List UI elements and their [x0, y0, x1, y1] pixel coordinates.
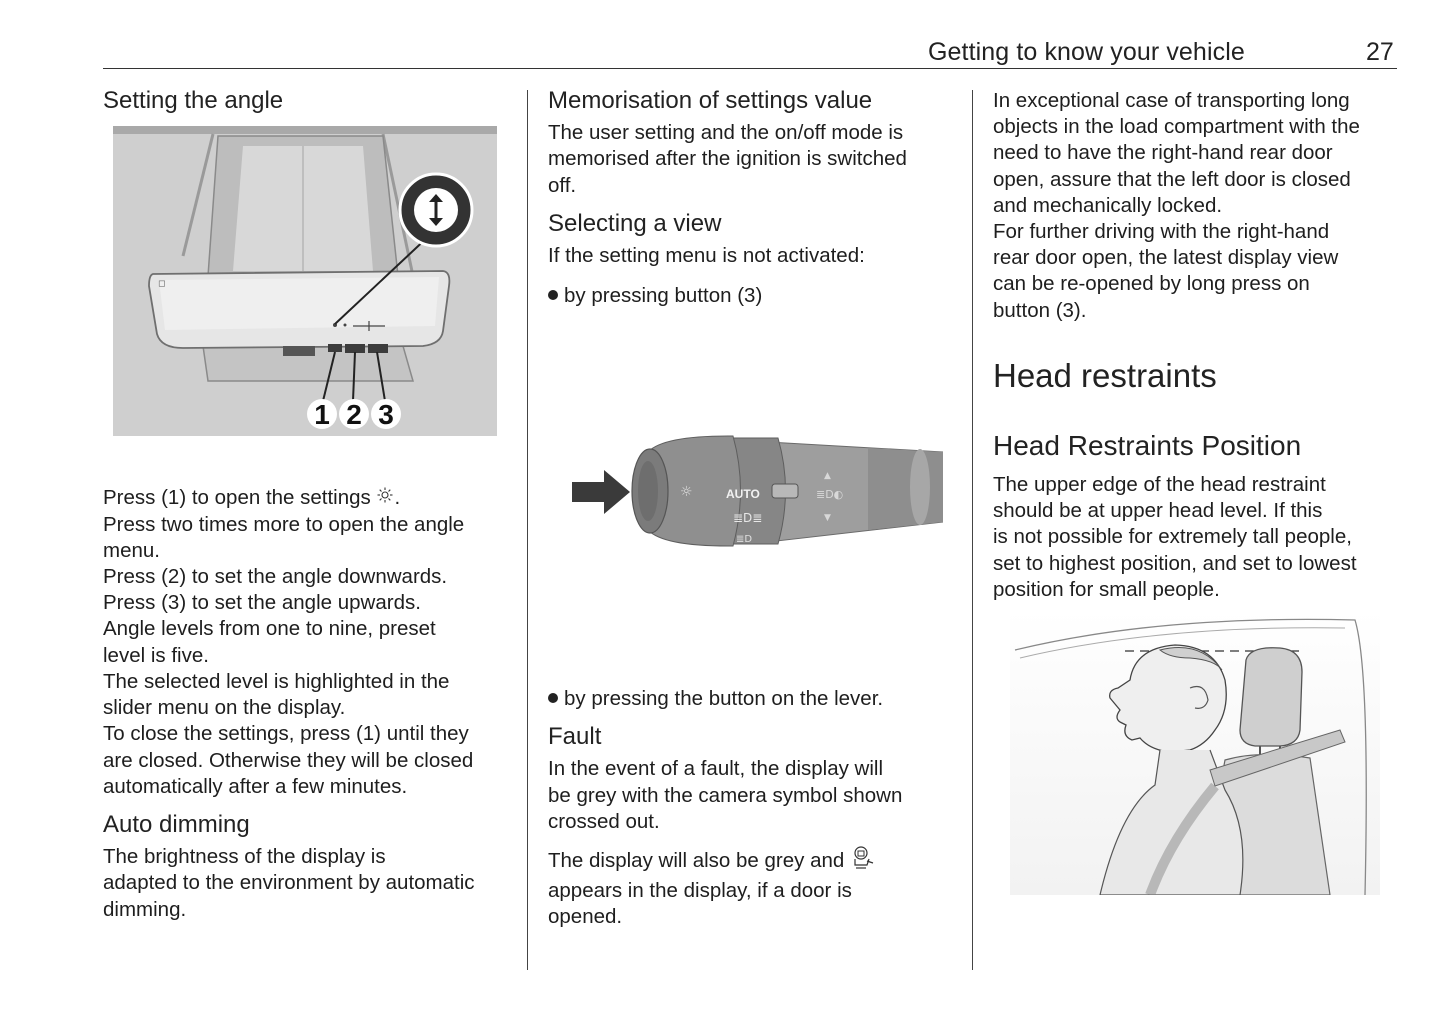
bullet-dot — [548, 693, 558, 703]
body-line: can be re-opened by long press on — [993, 272, 1310, 296]
body-line: crossed out. — [548, 809, 660, 833]
heading-memorisation: Memorisation of settings value — [548, 87, 873, 114]
lever-figure — [568, 430, 943, 555]
svg-text:2: 2 — [346, 399, 362, 430]
mirror-figure — [113, 126, 497, 436]
svg-text:1: 1 — [314, 399, 330, 430]
gear-icon — [376, 485, 394, 511]
heading-auto-dimming: Auto dimming — [103, 811, 250, 838]
door-open-icon — [850, 845, 874, 878]
body-line: is not possible for extremely tall people, — [993, 525, 1352, 549]
body-line: The brightness of the display is — [103, 845, 386, 869]
body-line: automatically after a few minutes. — [103, 774, 408, 798]
body-line: dimming. — [103, 897, 187, 921]
body-line: memorised after the ignition is switched — [548, 147, 907, 171]
header-rule — [103, 68, 1397, 69]
bullet-item — [548, 283, 948, 309]
mirror-illustration — [113, 126, 497, 436]
heading-selecting-view: Selecting a view — [548, 209, 722, 237]
column-1-body — [103, 485, 513, 800]
svg-text:≣D◐: ≣D◐ — [816, 488, 844, 501]
svg-text:▲: ▲ — [824, 471, 831, 481]
body-line: adapted to the environment by automatic — [103, 871, 475, 895]
lever-auto-label: AUTO — [726, 487, 760, 501]
running-header: Getting to know your vehicle — [928, 38, 1245, 66]
svg-text:◻: ◻ — [158, 279, 166, 289]
body-line: Angle levels from one to nine, preset — [103, 617, 436, 641]
bullet-text: by pressing the button on the lever. — [564, 687, 884, 710]
svg-text:3: 3 — [378, 399, 394, 430]
body-line: opened. — [548, 905, 623, 929]
right-arrow-icon — [572, 470, 630, 514]
lever-illustration — [568, 430, 943, 555]
body-line: The display will also be grey and — [548, 845, 948, 878]
body-line: To close the settings, press (1) until they — [103, 722, 469, 746]
body-line: set to highest position, and set to lowest — [993, 551, 1357, 575]
body-line: In the event of a fault, the display will — [548, 757, 884, 781]
body-line: and mechanically locked. — [993, 193, 1223, 217]
subsection-title-position: Head Restraints Position — [993, 430, 1302, 461]
body-line: position for small people. — [993, 577, 1220, 601]
column-divider-2 — [972, 90, 973, 970]
body-line: In exceptional case of transporting long — [993, 89, 1350, 112]
bullet-dot — [548, 290, 558, 300]
body-line: objects in the load compartment with the — [993, 115, 1360, 139]
body-line: level is five. — [103, 643, 209, 667]
body-line: button (3). — [993, 298, 1087, 322]
body-line: should be at upper head level. If this — [993, 499, 1323, 523]
section-title-head-restraints: Head restraints — [993, 357, 1217, 394]
body-line: rear door open, the latest display view — [993, 246, 1339, 270]
body-line: For further driving with the right-hand — [993, 220, 1330, 244]
page-number: 27 — [1366, 38, 1394, 66]
body-line: are closed. Otherwise they will be closed — [103, 748, 474, 772]
svg-text:≣D≣: ≣D≣ — [733, 511, 763, 525]
column-1 — [103, 88, 508, 114]
body-line: be grey with the camera symbol shown — [548, 783, 903, 807]
body-line: slider menu on the display. — [103, 696, 346, 720]
column-3-top — [993, 88, 1413, 324]
body-line: Press (3) to set the angle upwards. — [103, 591, 421, 615]
head-restraint-illustration — [1010, 610, 1380, 895]
body-line: Press two times more to open the angle — [103, 512, 465, 536]
svg-text:≣D: ≣D — [736, 534, 753, 545]
body-line: off. — [548, 173, 577, 197]
heading-setting-angle: Setting the angle — [103, 87, 284, 114]
auto-dimming-section — [103, 812, 513, 923]
column-2-bottom — [548, 686, 948, 931]
bullet-text: by pressing button (3) — [564, 284, 763, 308]
body-line: need to have the right-hand rear door — [993, 141, 1333, 165]
body-line: Press (1) to open the settings . — [103, 485, 513, 512]
bullet-item — [548, 686, 948, 712]
body-line: appears in the display, if a door is — [548, 879, 852, 903]
body-line: If the setting menu is not activated: — [548, 244, 865, 268]
body-line: The user setting and the on/off mode is — [548, 121, 904, 145]
heading-fault: Fault — [548, 723, 602, 751]
body-line: The upper edge of the head restraint — [993, 473, 1326, 496]
svg-text:▼: ▼ — [824, 513, 831, 523]
body-line: Press (2) to set the angle downwards. — [103, 565, 448, 589]
column-divider-1 — [527, 90, 528, 970]
column-3-bottom — [993, 472, 1413, 603]
head-restraint-figure — [1010, 610, 1380, 895]
body-line: The selected level is highlighted in the — [103, 669, 450, 693]
body-line: menu. — [103, 538, 160, 562]
svg-text:☼: ☼ — [680, 484, 693, 500]
body-line: open, assure that the left door is closed — [993, 167, 1351, 191]
column-2-top — [548, 88, 948, 309]
